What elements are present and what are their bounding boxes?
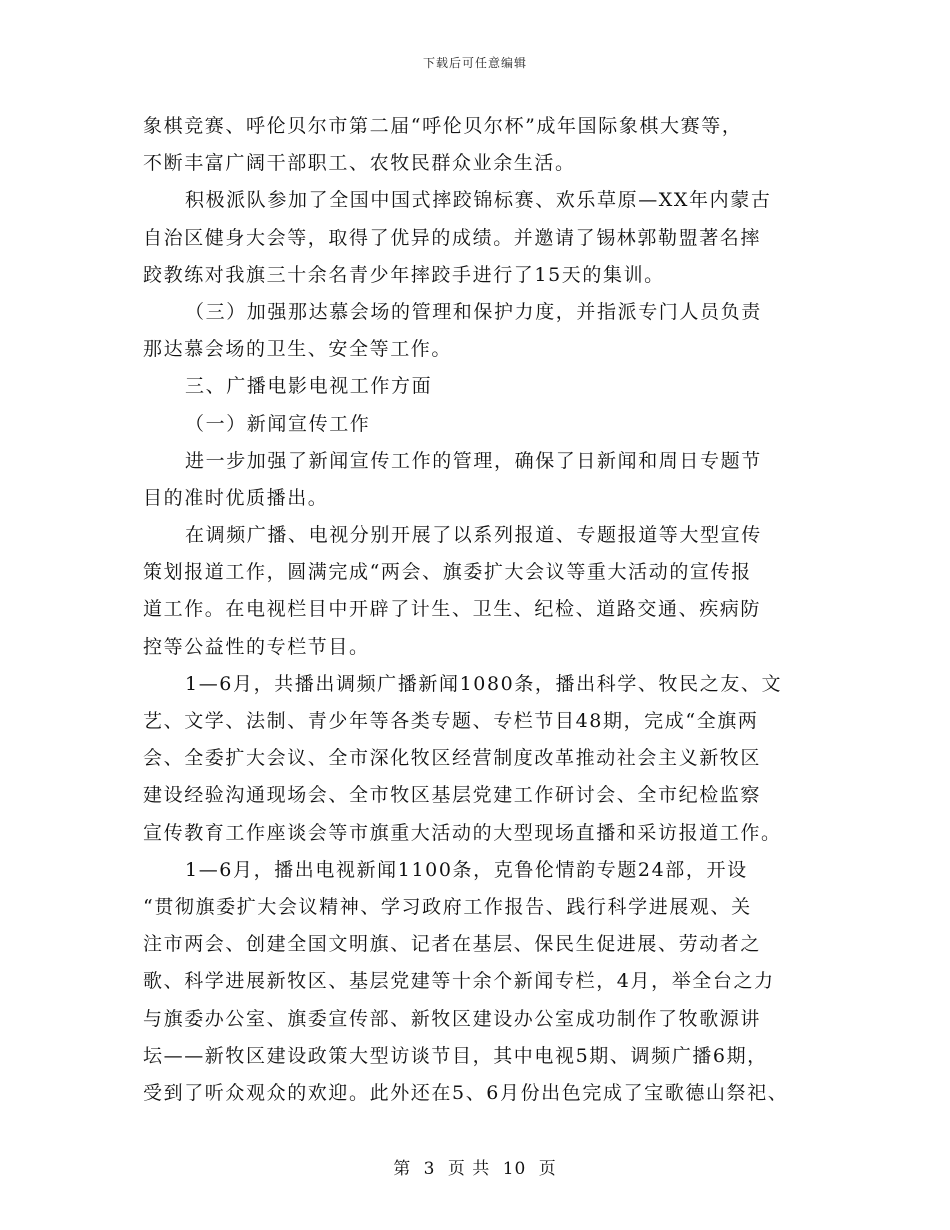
text-line: 与旗委办公室、旗委宣传部、新牧区建设办公室成功制作了牧歌源讲	[143, 1007, 762, 1030]
footer-prefix: 第	[393, 1159, 412, 1179]
text-line: 进一步加强了新闻宣传工作的管理，确保了日新闻和周日专题节	[185, 449, 762, 472]
document-body	[143, 108, 815, 1112]
text-line: 自治区健身大会等，取得了优异的成绩。并邀请了锡林郭勒盟著名摔	[143, 226, 762, 249]
text-line: 注市两会、创建全国文明旗、记者在基层、保民生促进展、劳动者之	[143, 933, 762, 956]
text-line: 艺、文学、法制、青少年等各类专题、专栏节目48期，完成“全旗两	[143, 710, 759, 732]
text-line: 那达慕会场的卫生、安全等工作。	[143, 338, 453, 361]
text-line: （一）新闻宣传工作	[185, 412, 371, 435]
text-line: 在调频广播、电视分别开展了以系列报道、专题报道等大型宣传	[185, 524, 762, 547]
text-line: 1—6月，共播出调频广播新闻1080条，播出科学、牧民之友、文	[185, 672, 783, 695]
text-line: 受到了听众观众的欢迎。此外还在5、6月份出色完成了宝歌德山祭祀、	[143, 1081, 789, 1104]
text-line: 策划报道工作，圆满完成“两会、旗委扩大会议等重大活动的宣传报	[143, 561, 752, 584]
text-line: 坛——新牧区建设政策大型访谈节目，其中电视5期、调频广播6期，	[143, 1044, 768, 1067]
text-line: 建设经验沟通现场会、全市牧区基层党建工作研讨会、全市纪检监察	[143, 784, 762, 807]
footer-page-number: 3	[423, 1159, 436, 1179]
text-line: 会、全委扩大会议、全市深化牧区经营制度改革推动社会主义新牧区	[143, 747, 762, 770]
footer-middle: 页 共	[447, 1159, 491, 1179]
text-line: （三）加强那达慕会场的管理和保护力度，并指派专门人员负责	[185, 300, 762, 323]
text-line: 三、广播电影电视工作方面	[185, 375, 433, 398]
text-line: 道工作。在电视栏目中开辟了计生、卫生、纪检、道路交通、疾病防	[143, 598, 762, 621]
page-footer	[0, 1154, 950, 1179]
text-line: 积极派队参加了全国中国式摔跤锦标赛、欢乐草原—XX年内蒙古	[185, 189, 772, 212]
text-line: 不断丰富广阔干部职工、农牧民群众业余生活。	[143, 152, 576, 175]
footer-total-pages: 10	[502, 1159, 527, 1179]
text-line: “贯彻旗委扩大会议精神、学习政府工作报告、践行科学进展观、关	[143, 895, 752, 918]
footer-suffix: 页	[538, 1159, 557, 1179]
text-line: 控等公益性的专栏节目。	[143, 635, 370, 658]
text-line: 象棋竞赛、呼伦贝尔市第二届“呼伦贝尔杯”成年国际象棋大赛等，	[143, 115, 743, 137]
text-line: 跤教练对我旗三十余名青少年摔跤手进行了15天的集训。	[143, 263, 665, 286]
text-line: 1—6月，播出电视新闻1100条，克鲁伦情韵专题24部，开设	[185, 858, 748, 881]
page-header: 下载后可任意编辑	[422, 56, 527, 70]
text-line: 目的准时优质播出。	[143, 486, 329, 509]
text-line: 歌、科学进展新牧区、基层党建等十余个新闻专栏，4月，举全台之力	[143, 970, 775, 993]
text-line: 宣传教育工作座谈会等市旗重大活动的大型现场直播和采访报道工作。	[143, 821, 782, 844]
